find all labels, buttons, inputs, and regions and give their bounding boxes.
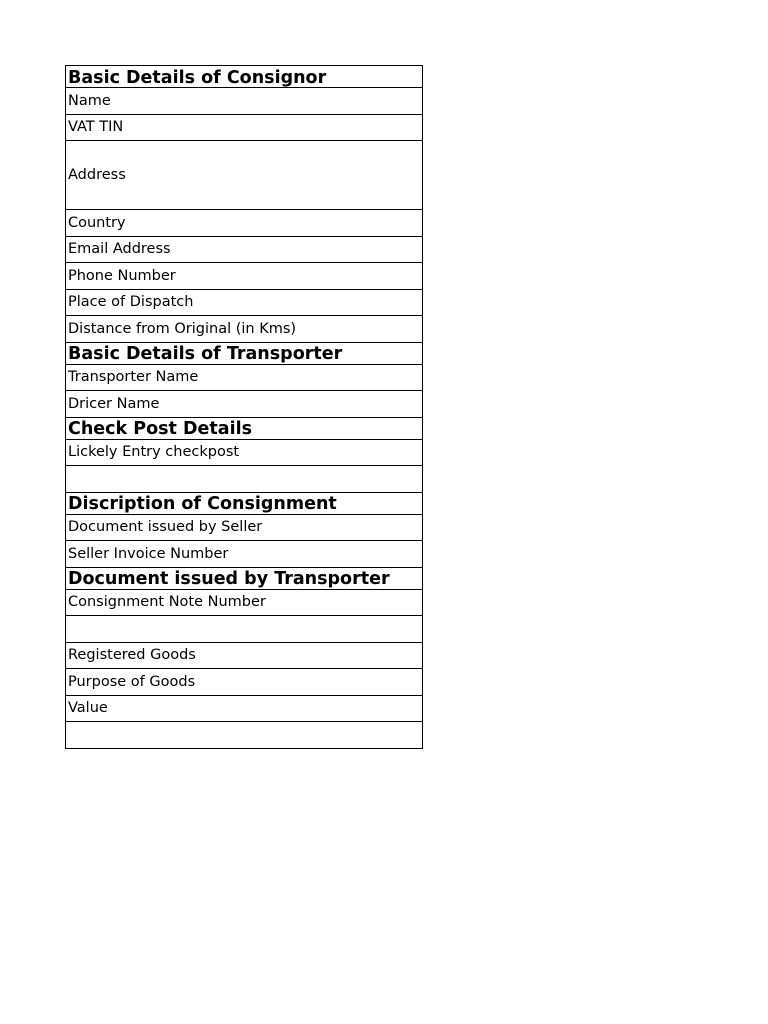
field-label-seller-invoice-number: Seller Invoice Number [66, 541, 423, 568]
section-header-consignment: Discription of Consignment [66, 493, 423, 515]
field-label-document-by-seller: Document issued by Seller [66, 515, 423, 542]
blank-row [66, 466, 423, 493]
field-label-purpose-of-goods: Purpose of Goods [66, 669, 423, 696]
field-label-address: Address [66, 141, 423, 210]
field-label-registered-goods: Registered Goods [66, 643, 423, 670]
field-label-value: Value [66, 696, 423, 723]
field-label-name: Name [66, 88, 423, 115]
blank-row [66, 616, 423, 643]
field-label-entry-checkpost: Lickely Entry checkpost [66, 440, 423, 467]
blank-row [66, 722, 423, 749]
section-header-document-by-transporter: Document issued by Transporter [66, 568, 423, 590]
consignment-form-table [65, 65, 423, 749]
field-label-vat-tin: VAT TIN [66, 115, 423, 142]
field-label-country: Country [66, 210, 423, 237]
field-label-transporter-name: Transporter Name [66, 365, 423, 392]
section-header-check-post: Check Post Details [66, 418, 423, 440]
section-header-consignor: Basic Details of Consignor [66, 66, 423, 88]
section-header-transporter: Basic Details of Transporter [66, 343, 423, 365]
field-label-place-of-dispatch: Place of Dispatch [66, 290, 423, 317]
field-label-email-address: Email Address [66, 237, 423, 264]
field-label-distance: Distance from Original (in Kms) [66, 316, 423, 343]
field-label-driver-name: Dricer Name [66, 391, 423, 418]
field-label-phone-number: Phone Number [66, 263, 423, 290]
field-label-consignment-note-number: Consignment Note Number [66, 590, 423, 617]
